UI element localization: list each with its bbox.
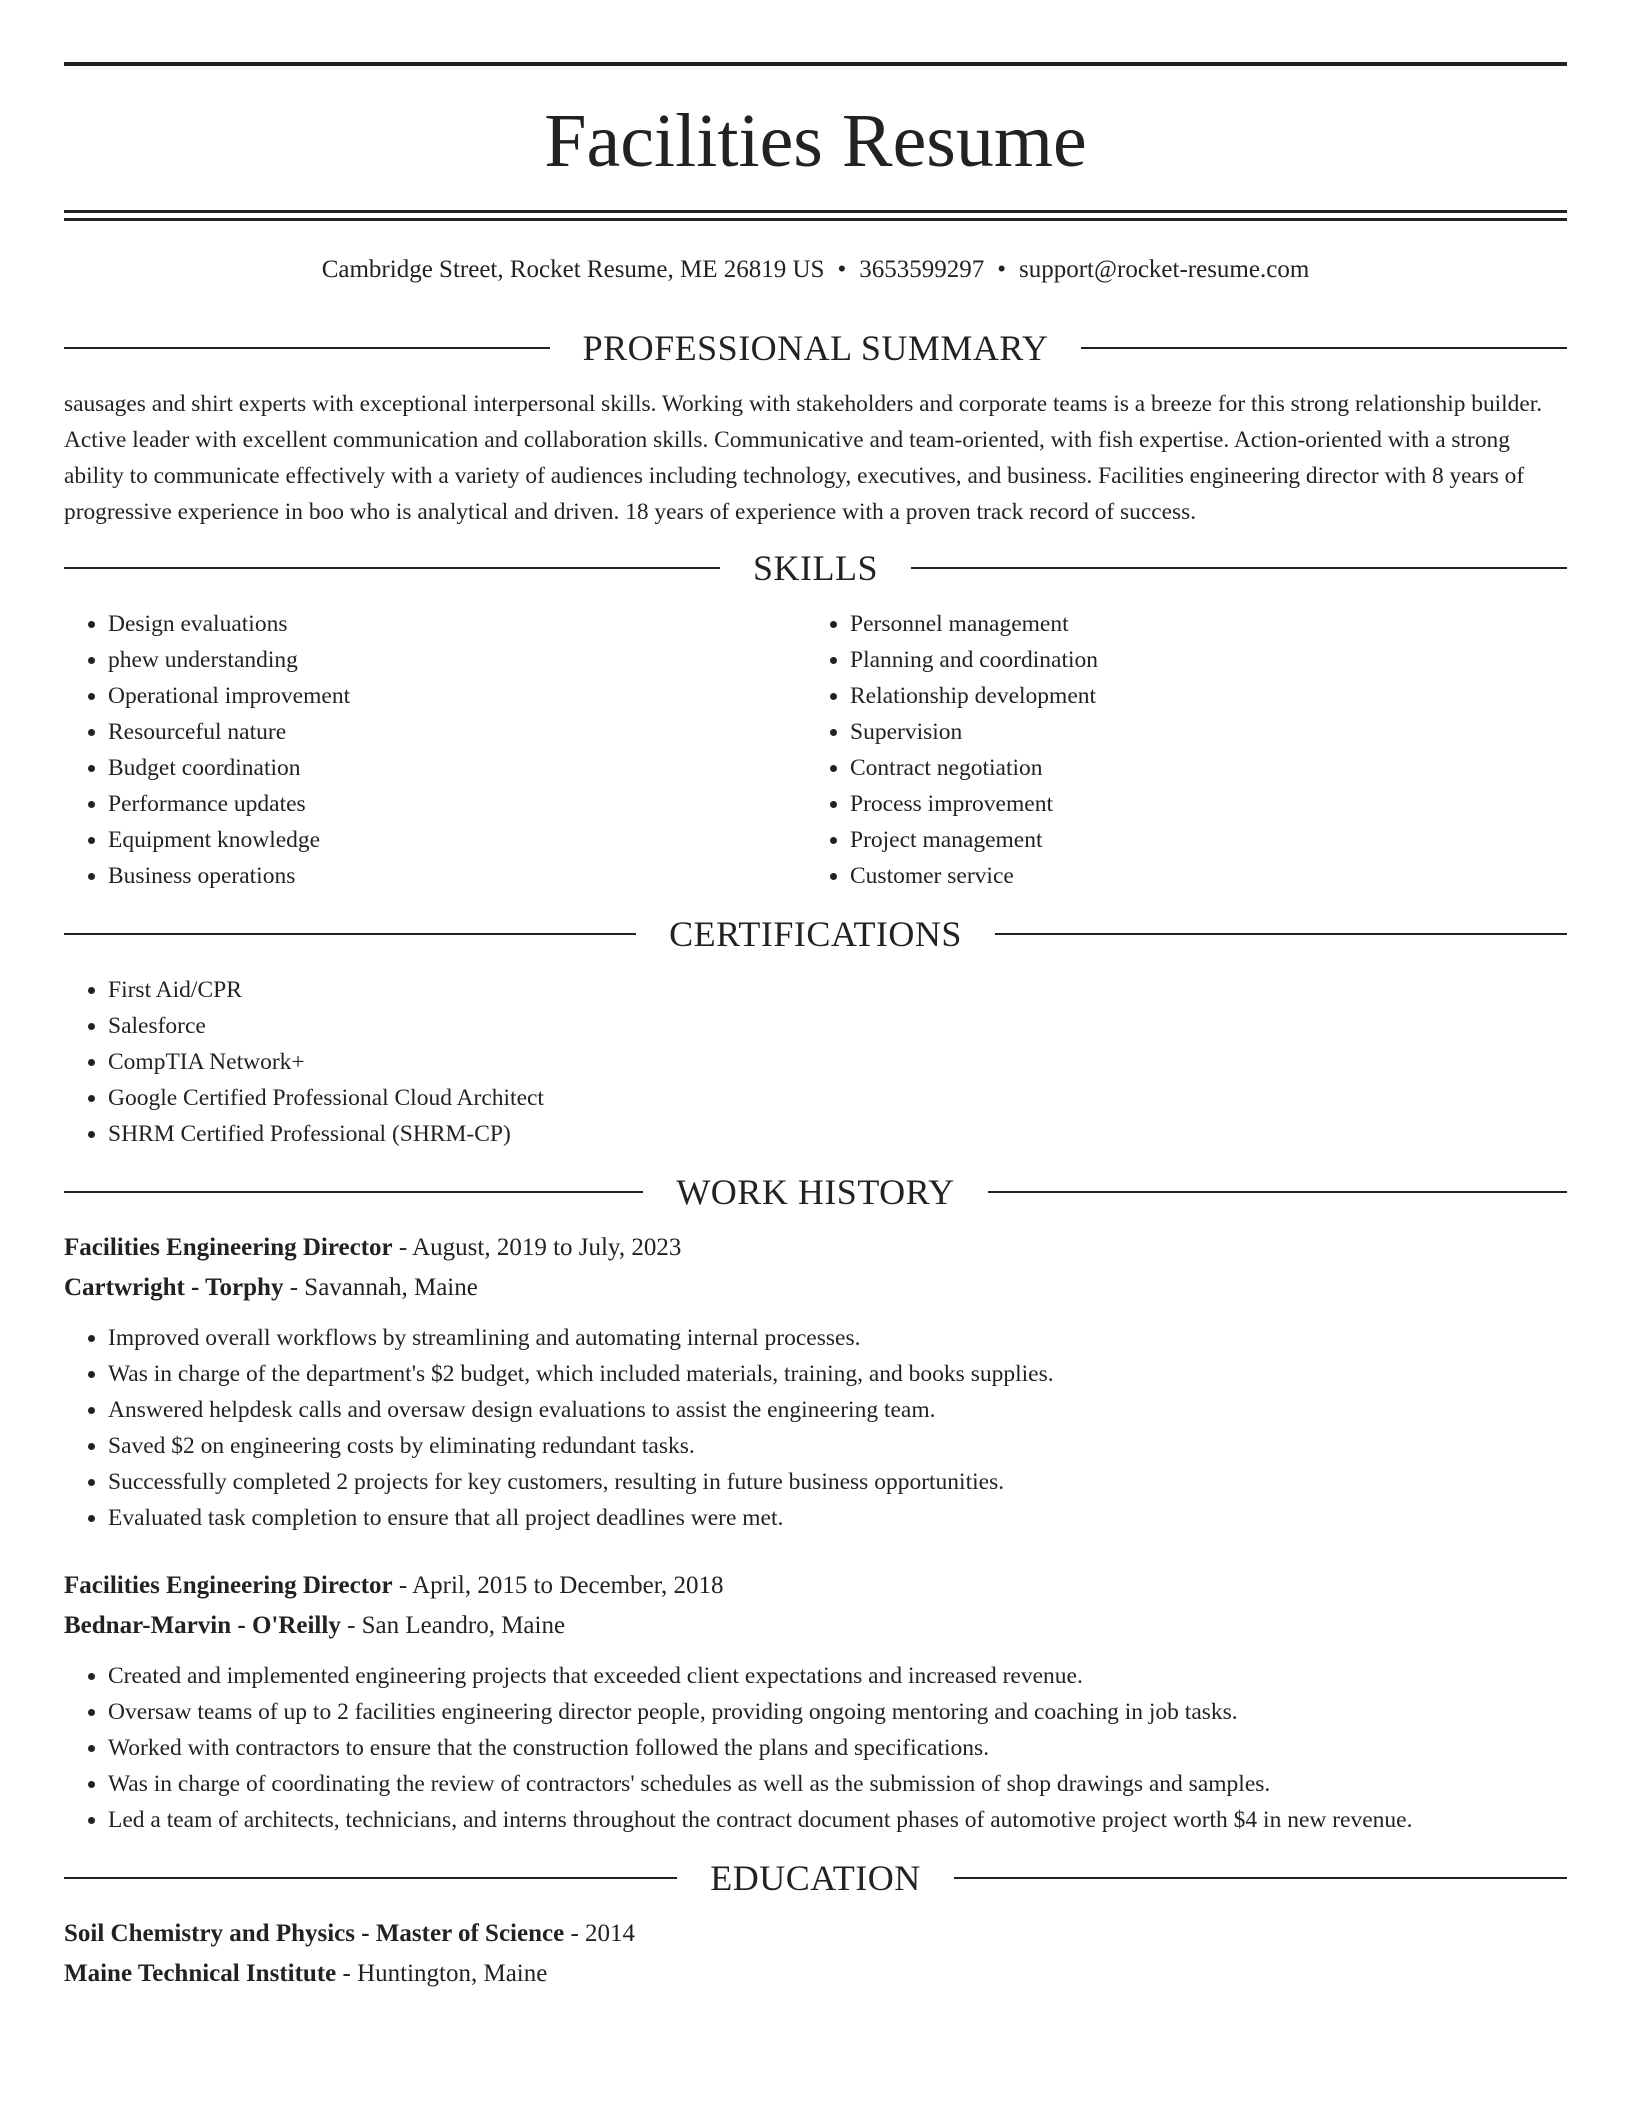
job-title-line bbox=[64, 1228, 1567, 1268]
job-bullet: • Improved overall workflows by streamlining and automating internal processes. bbox=[108, 1320, 1567, 1356]
job-location: - Savannah, Maine bbox=[283, 1274, 478, 1301]
certification-item: • SHRM Certified Professional (SHRM-CP) bbox=[108, 1116, 1567, 1152]
skill-item: • Project management bbox=[850, 822, 1548, 858]
skill-item: • Customer service bbox=[850, 858, 1548, 894]
contact-phone: 3653599297 bbox=[859, 256, 985, 283]
heading-rule bbox=[954, 1877, 1567, 1879]
heading-rule bbox=[995, 933, 1567, 935]
job-title: Facilities Engineering Director bbox=[64, 1572, 393, 1599]
job-bullet: • Led a team of architects, technicians, and interns throughout the contract document phases of automotive project worth $4 in new revenue. bbox=[108, 1802, 1567, 1838]
skill-item: • Personnel management bbox=[850, 606, 1548, 642]
job-bullets bbox=[64, 1658, 1567, 1838]
job-company-line bbox=[64, 1268, 1567, 1308]
skill-item: • phew understanding bbox=[108, 642, 806, 678]
job-entry bbox=[64, 1228, 1567, 1536]
certifications-section-heading bbox=[64, 916, 1567, 952]
contact-separator: • bbox=[997, 256, 1006, 283]
certifications-heading: CERTIFICATIONS bbox=[669, 914, 962, 954]
job-bullet: • Evaluated task completion to ensure that all project deadlines were met. bbox=[108, 1500, 1567, 1536]
certification-item: • CompTIA Network+ bbox=[108, 1044, 1567, 1080]
education-school-line bbox=[64, 1954, 1567, 1994]
job-company: Bednar-Marvin - O'Reilly bbox=[64, 1612, 341, 1639]
job-bullet: • Was in charge of coordinating the review of contractors' schedules as well as the submission of shop drawings and samples. bbox=[108, 1766, 1567, 1802]
resume-title: Facilities Resume bbox=[544, 99, 1087, 183]
summary-section-heading bbox=[64, 330, 1567, 366]
skill-item: • Equipment knowledge bbox=[108, 822, 806, 858]
heading-rule bbox=[64, 933, 636, 935]
skills-column-left bbox=[64, 606, 806, 894]
skill-item: • Design evaluations bbox=[108, 606, 806, 642]
job-company-line bbox=[64, 1606, 1567, 1646]
certification-item: • Salesforce bbox=[108, 1008, 1567, 1044]
contact-address: Cambridge Street, Rocket Resume, ME 26819 US bbox=[321, 256, 825, 283]
heading-rule bbox=[64, 1877, 677, 1879]
skills-section-heading bbox=[64, 550, 1567, 586]
work-heading: WORK HISTORY bbox=[676, 1172, 955, 1212]
job-company: Cartwright - Torphy bbox=[64, 1274, 284, 1301]
job-bullet: • Worked with contractors to ensure that the construction followed the plans and specifications. bbox=[108, 1730, 1567, 1766]
heading-rule bbox=[64, 1191, 643, 1193]
job-title-line bbox=[64, 1566, 1567, 1606]
job-bullet: • Saved $2 on engineering costs by eliminating redundant tasks. bbox=[108, 1428, 1567, 1464]
job-title: Facilities Engineering Director bbox=[64, 1234, 393, 1261]
heading-rule bbox=[911, 567, 1567, 569]
job-bullet: • Oversaw teams of up to 2 facilities engineering director people, providing ongoing mentoring and coaching in job tasks. bbox=[108, 1694, 1567, 1730]
resume-page bbox=[64, 62, 1567, 1994]
skill-item: • Process improvement bbox=[850, 786, 1548, 822]
skills-grid bbox=[64, 606, 1567, 894]
certification-item: • First Aid/CPR bbox=[108, 972, 1567, 1008]
job-entry bbox=[64, 1566, 1567, 1838]
skills-column-right bbox=[806, 606, 1548, 894]
job-dates: - April, 2015 to December, 2018 bbox=[392, 1572, 724, 1599]
heading-rule bbox=[1081, 347, 1567, 349]
skill-item: • Business operations bbox=[108, 858, 806, 894]
contact-email: support@rocket-resume.com bbox=[1018, 256, 1310, 283]
education-location: - Huntington, Maine bbox=[336, 1960, 548, 1987]
skill-item: • Operational improvement bbox=[108, 678, 806, 714]
heading-rule bbox=[988, 1191, 1567, 1193]
job-bullets bbox=[64, 1320, 1567, 1536]
summary-heading: PROFESSIONAL SUMMARY bbox=[582, 328, 1049, 368]
education-degree: Soil Chemistry and Physics - Master of Science bbox=[64, 1920, 565, 1947]
education-entry bbox=[64, 1914, 1567, 1994]
contact-line bbox=[64, 257, 1567, 282]
education-school: Maine Technical Institute bbox=[64, 1960, 337, 1987]
skill-item: • Relationship development bbox=[850, 678, 1548, 714]
heading-rule bbox=[64, 567, 720, 569]
summary-text: sausages and shirt experts with exceptional interpersonal skills. Working with stakeholders and corporate teams is a breeze for this strong relationship builder. Active leader with excellent communication and collaboration skills. Communicative and team-oriented, with fish expertise. Action-oriented with a strong ability to communicate effectively with a variety of audiences including technology, executives, and business. Facilities engineering director with 8 years of progressive experience in boo who is analytical and driven. 18 years of experience with a proven track record of success. bbox=[64, 391, 1543, 525]
heading-rule bbox=[64, 347, 550, 349]
education-heading: EDUCATION bbox=[710, 1858, 921, 1898]
education-year: - 2014 bbox=[564, 1920, 636, 1947]
job-bullet: • Answered helpdesk calls and oversaw design evaluations to assist the engineering team. bbox=[108, 1392, 1567, 1428]
job-location: - San Leandro, Maine bbox=[340, 1612, 566, 1639]
job-bullet: • Was in charge of the department's $2 budget, which included materials, training, and books supplies. bbox=[108, 1356, 1567, 1392]
skills-heading: SKILLS bbox=[753, 548, 879, 588]
certifications-list bbox=[64, 972, 1567, 1152]
skill-item: • Performance updates bbox=[108, 786, 806, 822]
skill-item: • Contract negotiation bbox=[850, 750, 1548, 786]
work-section-heading bbox=[64, 1174, 1567, 1210]
education-degree-line bbox=[64, 1914, 1567, 1954]
top-rule bbox=[64, 62, 1567, 66]
contact-separator: • bbox=[837, 256, 847, 283]
title-double-rule bbox=[64, 210, 1567, 221]
certification-item: • Google Certified Professional Cloud Architect bbox=[108, 1080, 1567, 1116]
job-bullet: • Successfully completed 2 projects for key customers, resulting in future business opportunities. bbox=[108, 1464, 1567, 1500]
education-section-heading bbox=[64, 1860, 1567, 1896]
skill-item: • Planning and coordination bbox=[850, 642, 1548, 678]
skill-item: • Budget coordination bbox=[108, 750, 806, 786]
skill-item: • Supervision bbox=[850, 714, 1548, 750]
job-bullet: • Created and implemented engineering projects that exceeded client expectations and increased revenue. bbox=[108, 1658, 1567, 1694]
job-dates: - August, 2019 to July, 2023 bbox=[392, 1234, 682, 1261]
skill-item: • Resourceful nature bbox=[108, 714, 806, 750]
